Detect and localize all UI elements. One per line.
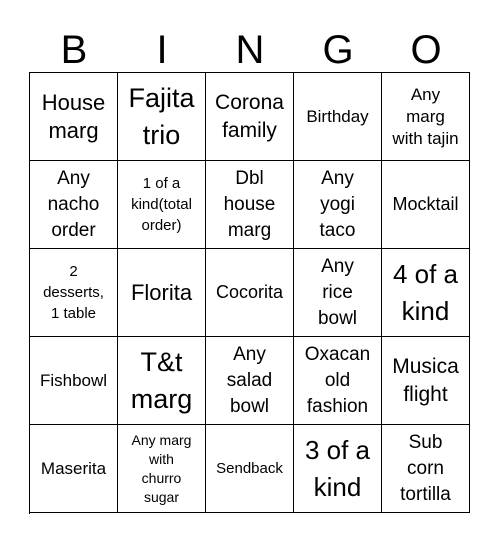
header-letter-i: I [156,28,168,72]
cell-text: Any yogi taco [319,167,356,241]
bingo-cell-r3-c1[interactable] [118,337,206,425]
bingo-cell-r4-c3[interactable] [294,425,382,513]
cell-text: T&t marg [130,346,193,414]
bingo-cell-r3-c4[interactable] [382,337,470,425]
bingo-cell-r3-c3[interactable] [294,337,382,425]
bingo-cell-r0-c4[interactable] [382,73,470,161]
bingo-header [30,27,470,73]
cell-text: 3 of a kind [304,434,371,502]
bingo-cell-r0-c0[interactable] [30,73,118,161]
bingo-board [29,72,470,514]
bingo-cell-r4-c4[interactable] [382,425,470,513]
bingo-cell-r2-c4[interactable] [382,249,470,337]
cell-text: Sub corn tortilla [400,431,451,505]
cell-text: Dbl house marg [223,167,276,241]
bingo-cell-r2-c1[interactable] [118,249,206,337]
bingo-cell-r4-c2[interactable] [206,425,294,513]
cell-text: 4 of a kind [392,258,459,326]
bingo-cell-r1-c1[interactable] [118,161,206,249]
cell-text: 2 desserts, 1 table [43,263,104,322]
header-letter-g: G [322,28,354,72]
bingo-cell-r2-c2[interactable] [206,249,294,337]
cell-text: Florita [130,279,193,305]
bingo-cell-r2-c3[interactable] [294,249,382,337]
bingo-cell-r1-c4[interactable] [382,161,470,249]
bingo-cell-r3-c0[interactable] [30,337,118,425]
bingo-cell-r1-c2[interactable] [206,161,294,249]
bingo-cell-r0-c1[interactable] [118,73,206,161]
header-letter-n: N [235,28,265,72]
cell-text: Any marg with tajin [392,84,459,148]
cell-text: 1 of a kind(total order) [131,175,192,234]
bingo-cell-r2-c0[interactable] [30,249,118,337]
cell-text: Any rice bowl [317,255,358,329]
cell-text: Corona family [215,90,284,142]
cell-text: Birthday [306,106,369,126]
cell-text: Cocorita [215,282,284,302]
bingo-cell-r0-c2[interactable] [206,73,294,161]
cell-text: Any salad bowl [226,343,273,417]
cell-text: Musica flight [392,354,459,406]
cell-text: Fajita trio [128,82,195,150]
bingo-cell-r4-c0[interactable] [30,425,118,513]
cell-text: Any nacho order [47,167,100,241]
bingo-cell-r4-c1[interactable] [118,425,206,513]
cell-text: Oxacan old fashion [304,343,371,417]
header-letter-b: B [60,28,88,72]
bingo-cell-r1-c0[interactable] [30,161,118,249]
cell-text: Sendback [216,460,283,477]
cell-text: House marg [41,89,106,143]
header-letter-o: O [410,28,442,72]
cell-text: Any marg with churro sugar [131,431,192,505]
cell-text: Fishbowl [39,370,108,390]
cell-text: Mocktail [392,194,459,214]
bingo-cell-r0-c3[interactable] [294,73,382,161]
cell-text: Maserita [40,458,107,478]
bingo-cell-r3-c2[interactable] [206,337,294,425]
bingo-cell-r1-c3[interactable] [294,161,382,249]
